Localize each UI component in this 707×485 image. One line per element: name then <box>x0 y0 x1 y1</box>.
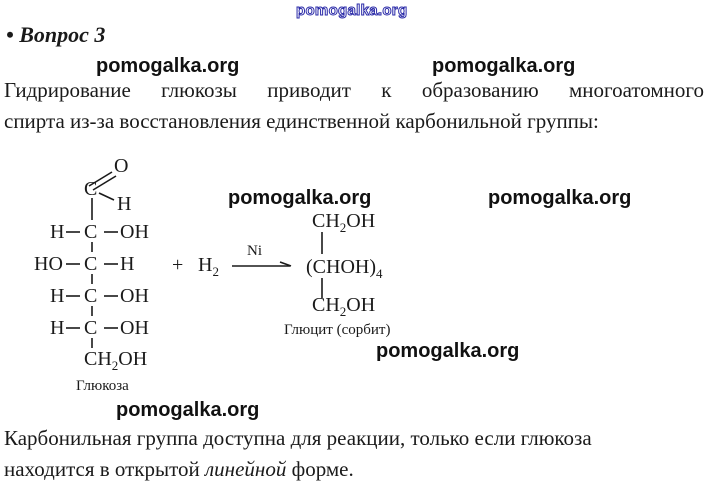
paragraph-1 <box>4 75 704 137</box>
catalyst-label: Ni <box>247 243 262 259</box>
hydrogen-reagent: $H_2$ <box>198 254 219 279</box>
product-bottom-group: $CH_2OH$ <box>312 294 376 319</box>
paragraph-2 <box>4 423 592 485</box>
atom-right: OH <box>120 317 149 339</box>
watermark: pomogalka.org <box>228 187 372 209</box>
atom-right: OH <box>120 285 149 307</box>
plus-sign: + <box>172 254 184 276</box>
paragraph-1-line-2: спирта из-за восстановления единственной карбонильной группы: <box>4 109 599 133</box>
paragraph-2-line-2: находится в открытой линейной форме. <box>4 457 354 481</box>
atom-right: H <box>120 253 135 275</box>
watermark: pomogalka.org <box>96 55 240 77</box>
atom-left: H <box>50 285 65 307</box>
glucose-ch2oh-group: $CH_2OH$ <box>84 348 148 373</box>
watermark: pomogalka.org <box>432 55 576 77</box>
watermark: pomogalka.org <box>376 340 520 362</box>
glucose-label: Глюкоза <box>76 378 129 394</box>
atom-left: HO <box>34 253 63 275</box>
question-heading <box>6 22 105 48</box>
atom-left: H <box>50 317 65 339</box>
paragraph-1-line-1: Гидрирование глюкозы приводит к образованию многоатомного <box>4 78 704 102</box>
bond <box>99 193 114 200</box>
paragraph-2-line-1: Карбонильная группа доступна для реакции, только если глюкоза <box>4 426 592 450</box>
atom-hydrogen: H <box>117 193 132 215</box>
atom-carbon: C <box>84 285 98 307</box>
atom-left: H <box>50 221 65 243</box>
atom-carbon: C <box>84 317 98 339</box>
bullet: • <box>6 22 14 47</box>
atom-carbon: C <box>84 253 98 275</box>
watermark-top[interactable]: pomogalka.org <box>296 2 408 19</box>
product-label: Глюцит (сорбит) <box>284 322 391 338</box>
atom-carbon: C <box>84 221 98 243</box>
atom-carbon: C <box>84 178 98 200</box>
watermark: pomogalka.org <box>488 187 632 209</box>
reaction-scheme <box>0 150 707 400</box>
product-middle-group: $(CHOH)_4$ <box>306 256 383 281</box>
product-top-group: $CH_2OH$ <box>312 210 376 235</box>
atom-oxygen: O <box>114 155 129 177</box>
question-title: Вопрос 3 <box>19 22 106 47</box>
watermark: pomogalka.org <box>116 399 260 421</box>
atom-right: OH <box>120 221 149 243</box>
